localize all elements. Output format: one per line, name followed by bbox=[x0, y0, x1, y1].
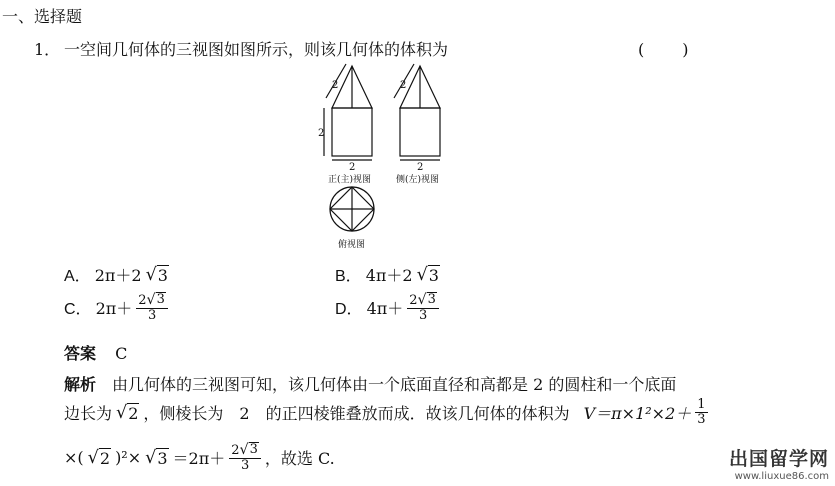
option-d-num-pre: 2 bbox=[409, 293, 418, 308]
option-b-sqrt: √ 3 bbox=[416, 264, 439, 285]
solution-line3-rad1: 2 bbox=[99, 448, 111, 468]
watermark-url: www.liuxue86.com bbox=[734, 471, 829, 482]
option-c-den: 3 bbox=[147, 308, 157, 323]
solution-line2-sqrt: √ 2 bbox=[116, 402, 139, 423]
front-view-label: 正(主)视图 bbox=[328, 175, 372, 185]
option-d-fraction: 2 √ 3 3 bbox=[407, 292, 439, 323]
option-c-letter: C． bbox=[64, 301, 92, 318]
solution-line2-frac-num: 1 bbox=[697, 397, 706, 412]
solution-line3-a: ×( bbox=[64, 448, 84, 467]
section-title: 一、选择题 bbox=[2, 7, 83, 26]
option-c bbox=[64, 292, 168, 323]
solution-line3-num-pre: 2 bbox=[231, 443, 240, 458]
front-rect bbox=[332, 108, 372, 156]
answer-value: C bbox=[115, 344, 128, 363]
side-view-label: 侧(左)视图 bbox=[396, 175, 440, 185]
solution-line2-pre: 边长为 bbox=[64, 404, 113, 423]
option-b-pre: 4π＋2 bbox=[365, 266, 413, 285]
option-a-letter: A． bbox=[64, 268, 91, 285]
solution-line2-post: ，侧棱长为 2 的正四棱锥叠放而成．故该几何体的体积为 bbox=[143, 404, 570, 423]
solution-line3-b: )²× bbox=[115, 448, 142, 467]
option-b-rad: 3 bbox=[428, 265, 439, 285]
option-c-num-rad: 3 bbox=[156, 292, 165, 307]
question-number: 1． bbox=[34, 40, 61, 59]
solution-line3-c: ＝2π＋ bbox=[172, 449, 226, 468]
option-d-letter: D． bbox=[335, 301, 363, 318]
solution-label: 解析 bbox=[64, 375, 97, 394]
three-view-figure bbox=[318, 60, 458, 259]
solution-line3-fraction: 2 √ 3 3 bbox=[229, 442, 261, 473]
solution-line2-fraction bbox=[695, 398, 707, 427]
solution-line3-sqrt1: √ 2 bbox=[87, 447, 111, 468]
option-c-num-pre: 2 bbox=[138, 293, 147, 308]
question-text: 一空间几何体的三视图如图所示，则该几何体的体积为 bbox=[64, 40, 449, 59]
option-b bbox=[335, 263, 440, 286]
watermark bbox=[729, 444, 829, 482]
side-width-label: 2 bbox=[417, 162, 424, 173]
option-a-pre: 2π＋2 bbox=[94, 266, 142, 285]
solution-line-2 bbox=[64, 398, 708, 427]
solution-line2-frac-den: 3 bbox=[697, 412, 706, 427]
watermark-text: 出国留学网 bbox=[728, 448, 829, 470]
solution-line3-num-rad: 3 bbox=[249, 442, 258, 457]
solution-line-1 bbox=[64, 372, 676, 395]
option-d bbox=[335, 292, 439, 323]
option-a bbox=[64, 263, 169, 286]
option-d-den: 3 bbox=[418, 308, 428, 323]
solution-line3-sqrt2: √ 3 bbox=[145, 447, 168, 468]
option-c-pre: 2π＋ bbox=[95, 299, 133, 318]
side-rect bbox=[400, 108, 440, 156]
option-b-letter: B． bbox=[335, 268, 362, 285]
solution-line3-frac-den: 3 bbox=[240, 458, 250, 473]
answer-label: 答案 bbox=[64, 344, 97, 363]
three-view-diagram bbox=[318, 60, 458, 255]
solution-line2-rad: 2 bbox=[128, 403, 139, 423]
front-height-label: 2 bbox=[318, 128, 325, 139]
solution-line3-d: ，故选 C. bbox=[264, 449, 335, 468]
solution-line3-rad2: 3 bbox=[157, 448, 168, 468]
solution-line2-formula: V＝π×1²×2＋ bbox=[583, 404, 692, 423]
option-d-pre: 4π＋ bbox=[366, 299, 404, 318]
front-slant-label: 2 bbox=[332, 80, 339, 91]
solution-line-3 bbox=[64, 442, 335, 473]
option-a-rad: 3 bbox=[157, 265, 168, 285]
side-slant-label: 2 bbox=[400, 80, 407, 91]
solution-text-1: 由几何体的三视图可知，该几何体由一个底面直径和高都是 2 的圆柱和一个底面 bbox=[112, 375, 677, 394]
option-c-fraction: 2 √ 3 3 bbox=[136, 292, 168, 323]
option-a-sqrt: √ 3 bbox=[145, 264, 168, 285]
front-width-label: 2 bbox=[349, 162, 356, 173]
option-d-num-rad: 3 bbox=[427, 292, 436, 307]
answer-line bbox=[64, 341, 127, 364]
top-view-label: 俯视图 bbox=[338, 240, 366, 250]
answer-bracket: ( ) bbox=[638, 40, 691, 59]
